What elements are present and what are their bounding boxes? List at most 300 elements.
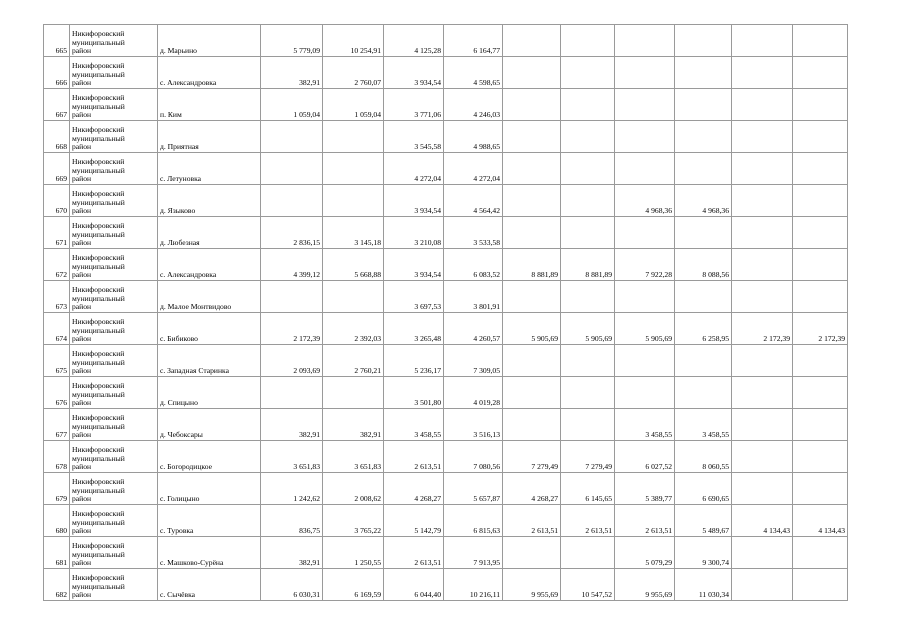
locality-cell: д. Марьино <box>158 25 261 57</box>
value-cell <box>793 249 848 281</box>
value-cell: 4 564,42 <box>444 185 503 217</box>
value-cell: 3 934,54 <box>384 57 444 89</box>
district-line: район <box>72 558 92 568</box>
locality-cell: с. Голицыно <box>158 473 261 505</box>
value-cell <box>732 441 793 473</box>
row-number: 670 <box>44 185 70 217</box>
district-line: Никифоровский <box>72 413 125 423</box>
value-cell <box>732 57 793 89</box>
value-cell <box>615 89 675 121</box>
value-cell: 7 279,49 <box>561 441 615 473</box>
district-line: Никифоровский <box>72 29 125 39</box>
value-cell: 5 905,69 <box>503 313 561 345</box>
value-cell <box>561 377 615 409</box>
value-cell <box>503 121 561 153</box>
value-cell: 3 501,80 <box>384 377 444 409</box>
value-cell <box>261 377 323 409</box>
row-number: 665 <box>44 25 70 57</box>
value-cell <box>561 537 615 569</box>
value-cell: 11 030,34 <box>675 569 732 601</box>
district-cell <box>70 377 158 409</box>
value-cell: 2 172,39 <box>732 313 793 345</box>
value-cell: 5 236,17 <box>384 345 444 377</box>
district-cell <box>70 569 158 601</box>
value-cell <box>675 89 732 121</box>
district-line: муниципальный <box>72 517 125 527</box>
value-cell: 6 164,77 <box>444 25 503 57</box>
value-cell <box>615 25 675 57</box>
value-cell: 4 134,43 <box>793 505 848 537</box>
district-line: муниципальный <box>72 101 125 111</box>
district-cell <box>70 345 158 377</box>
value-cell: 2 613,51 <box>384 537 444 569</box>
value-cell: 3 934,54 <box>384 249 444 281</box>
locality-cell: д. Спицыно <box>158 377 261 409</box>
value-cell: 4 968,36 <box>675 185 732 217</box>
value-cell: 382,91 <box>261 537 323 569</box>
locality-cell: д. Любезная <box>158 217 261 249</box>
value-cell <box>323 185 384 217</box>
locality-cell: с. Сычёвка <box>158 569 261 601</box>
district-line: Никифоровский <box>72 285 125 295</box>
value-cell: 382,91 <box>261 409 323 441</box>
locality-cell: с. Бибиково <box>158 313 261 345</box>
value-cell: 382,91 <box>261 57 323 89</box>
district-line: Никифоровский <box>72 157 125 167</box>
value-cell <box>323 281 384 313</box>
value-cell: 2 836,15 <box>261 217 323 249</box>
value-cell: 3 458,55 <box>675 409 732 441</box>
value-cell: 7 279,49 <box>503 441 561 473</box>
district-line: муниципальный <box>72 421 125 431</box>
value-cell <box>732 569 793 601</box>
table-row <box>44 57 848 89</box>
row-number: 671 <box>44 217 70 249</box>
value-cell <box>503 281 561 313</box>
value-cell <box>561 217 615 249</box>
value-cell <box>732 281 793 313</box>
value-cell <box>675 217 732 249</box>
value-cell: 8 088,56 <box>675 249 732 281</box>
row-number: 666 <box>44 57 70 89</box>
district-line: муниципальный <box>72 453 125 463</box>
locality-cell: д. Малое Монтвидово <box>158 281 261 313</box>
district-line: район <box>72 366 92 376</box>
district-line: район <box>72 174 92 184</box>
district-line: Никифоровский <box>72 541 125 551</box>
value-cell: 3 651,83 <box>261 441 323 473</box>
row-number: 668 <box>44 121 70 153</box>
value-cell: 2 760,07 <box>323 57 384 89</box>
value-cell <box>561 121 615 153</box>
value-cell: 4 268,27 <box>503 473 561 505</box>
value-cell <box>675 25 732 57</box>
district-line: район <box>72 238 92 248</box>
value-cell: 9 955,69 <box>503 569 561 601</box>
value-cell: 10 547,52 <box>561 569 615 601</box>
value-cell: 382,91 <box>323 409 384 441</box>
value-cell <box>793 25 848 57</box>
locality-cell: с. Туровка <box>158 505 261 537</box>
value-cell: 1 059,04 <box>323 89 384 121</box>
table-row <box>44 569 848 601</box>
row-number: 680 <box>44 505 70 537</box>
value-cell: 4 598,65 <box>444 57 503 89</box>
district-cell <box>70 89 158 121</box>
value-cell: 4 246,03 <box>444 89 503 121</box>
value-cell <box>615 345 675 377</box>
table-row <box>44 473 848 505</box>
table-row <box>44 441 848 473</box>
value-cell <box>732 537 793 569</box>
value-cell <box>261 121 323 153</box>
district-line: муниципальный <box>72 389 125 399</box>
value-cell: 8 881,89 <box>561 249 615 281</box>
value-cell: 6 044,40 <box>384 569 444 601</box>
value-cell: 10 216,11 <box>444 569 503 601</box>
table-row <box>44 185 848 217</box>
value-cell <box>503 409 561 441</box>
district-line: муниципальный <box>72 197 125 207</box>
value-cell <box>503 377 561 409</box>
row-number: 672 <box>44 249 70 281</box>
row-number: 675 <box>44 345 70 377</box>
value-cell: 2 008,62 <box>323 473 384 505</box>
value-cell: 2 760,21 <box>323 345 384 377</box>
value-cell: 10 254,91 <box>323 25 384 57</box>
value-cell: 8 881,89 <box>503 249 561 281</box>
district-cell <box>70 121 158 153</box>
row-number: 677 <box>44 409 70 441</box>
district-line: Никифоровский <box>72 477 125 487</box>
district-line: район <box>72 494 92 504</box>
value-cell <box>615 281 675 313</box>
value-cell <box>793 345 848 377</box>
value-cell: 6 030,31 <box>261 569 323 601</box>
value-cell <box>793 217 848 249</box>
value-cell <box>503 537 561 569</box>
district-line: Никифоровский <box>72 381 125 391</box>
table-body <box>44 25 848 601</box>
value-cell <box>561 25 615 57</box>
value-cell <box>732 217 793 249</box>
value-cell <box>675 121 732 153</box>
district-line: Никифоровский <box>72 61 125 71</box>
value-cell <box>503 345 561 377</box>
value-cell: 2 172,39 <box>261 313 323 345</box>
value-cell: 7 080,56 <box>444 441 503 473</box>
district-line: Никифоровский <box>72 509 125 519</box>
value-cell <box>503 217 561 249</box>
value-cell <box>675 345 732 377</box>
value-cell <box>675 153 732 185</box>
value-cell <box>675 377 732 409</box>
district-line: район <box>72 46 92 56</box>
value-cell <box>615 57 675 89</box>
value-cell <box>793 185 848 217</box>
value-cell <box>675 281 732 313</box>
table-row <box>44 153 848 185</box>
value-cell <box>561 153 615 185</box>
value-cell: 4 125,28 <box>384 25 444 57</box>
value-cell: 2 613,51 <box>615 505 675 537</box>
locality-cell: п. Ким <box>158 89 261 121</box>
value-cell <box>675 57 732 89</box>
district-line: Никифоровский <box>72 125 125 135</box>
row-number: 673 <box>44 281 70 313</box>
value-cell: 8 060,55 <box>675 441 732 473</box>
value-cell: 2 172,39 <box>793 313 848 345</box>
table-row <box>44 89 848 121</box>
value-cell <box>615 217 675 249</box>
district-line: район <box>72 142 92 152</box>
locality-cell: с. Богородицкое <box>158 441 261 473</box>
district-line: район <box>72 334 92 344</box>
value-cell: 4 399,12 <box>261 249 323 281</box>
value-cell: 7 913,95 <box>444 537 503 569</box>
value-cell: 4 968,36 <box>615 185 675 217</box>
district-line: муниципальный <box>72 69 125 79</box>
district-cell <box>70 409 158 441</box>
district-cell <box>70 473 158 505</box>
value-cell: 5 657,87 <box>444 473 503 505</box>
value-cell: 6 027,52 <box>615 441 675 473</box>
value-cell: 4 268,27 <box>384 473 444 505</box>
value-cell: 2 613,51 <box>561 505 615 537</box>
value-cell: 5 142,79 <box>384 505 444 537</box>
value-cell: 9 300,74 <box>675 537 732 569</box>
district-line: муниципальный <box>72 581 125 591</box>
value-cell <box>793 281 848 313</box>
district-line: муниципальный <box>72 293 125 303</box>
value-cell: 3 651,83 <box>323 441 384 473</box>
district-line: район <box>72 462 92 472</box>
district-cell <box>70 441 158 473</box>
row-number: 676 <box>44 377 70 409</box>
district-line: район <box>72 110 92 120</box>
value-cell: 1 059,04 <box>261 89 323 121</box>
value-cell <box>323 377 384 409</box>
district-cell <box>70 505 158 537</box>
district-line: район <box>72 78 92 88</box>
table-row <box>44 409 848 441</box>
value-cell: 5 079,29 <box>615 537 675 569</box>
value-cell <box>793 569 848 601</box>
table-row <box>44 281 848 313</box>
value-cell: 6 145,65 <box>561 473 615 505</box>
value-cell <box>323 121 384 153</box>
district-cell <box>70 537 158 569</box>
locality-cell: с. Летуновка <box>158 153 261 185</box>
value-cell <box>503 153 561 185</box>
value-cell <box>793 153 848 185</box>
value-cell: 9 955,69 <box>615 569 675 601</box>
value-cell <box>503 89 561 121</box>
district-line: муниципальный <box>72 37 125 47</box>
district-cell <box>70 57 158 89</box>
district-line: Никифоровский <box>72 253 125 263</box>
district-cell <box>70 153 158 185</box>
value-cell: 6 083,52 <box>444 249 503 281</box>
value-cell <box>615 121 675 153</box>
value-cell <box>503 57 561 89</box>
value-cell: 3 697,53 <box>384 281 444 313</box>
district-cell <box>70 217 158 249</box>
value-cell: 4 988,65 <box>444 121 503 153</box>
value-cell <box>323 153 384 185</box>
value-cell: 3 458,55 <box>615 409 675 441</box>
value-cell <box>561 57 615 89</box>
value-cell: 4 272,04 <box>444 153 503 185</box>
district-line: район <box>72 430 92 440</box>
value-cell <box>561 409 615 441</box>
value-cell: 5 489,67 <box>675 505 732 537</box>
district-line: муниципальный <box>72 549 125 559</box>
value-cell: 5 905,69 <box>615 313 675 345</box>
value-cell: 6 258,95 <box>675 313 732 345</box>
table-row <box>44 121 848 153</box>
value-cell: 3 765,22 <box>323 505 384 537</box>
value-cell: 4 019,28 <box>444 377 503 409</box>
value-cell: 3 458,55 <box>384 409 444 441</box>
value-cell <box>261 185 323 217</box>
district-cell <box>70 185 158 217</box>
value-cell <box>615 377 675 409</box>
locality-cell: с. Александровка <box>158 249 261 281</box>
table-row <box>44 377 848 409</box>
value-cell: 3 545,58 <box>384 121 444 153</box>
value-cell <box>261 153 323 185</box>
value-cell <box>793 121 848 153</box>
district-line: муниципальный <box>72 357 125 367</box>
value-cell: 6 169,59 <box>323 569 384 601</box>
district-line: Никифоровский <box>72 189 125 199</box>
value-cell: 7 922,28 <box>615 249 675 281</box>
district-line: район <box>72 590 92 600</box>
locality-cell: с. Западная Старинка <box>158 345 261 377</box>
district-line: район <box>72 526 92 536</box>
value-cell <box>561 281 615 313</box>
value-cell: 3 801,91 <box>444 281 503 313</box>
value-cell: 4 260,57 <box>444 313 503 345</box>
district-line: Никифоровский <box>72 317 125 327</box>
value-cell: 6 815,63 <box>444 505 503 537</box>
row-number: 682 <box>44 569 70 601</box>
value-cell: 6 690,65 <box>675 473 732 505</box>
value-cell: 5 905,69 <box>561 313 615 345</box>
value-cell: 1 250,55 <box>323 537 384 569</box>
value-cell: 3 533,58 <box>444 217 503 249</box>
district-cell <box>70 281 158 313</box>
value-cell: 3 210,08 <box>384 217 444 249</box>
value-cell: 3 145,18 <box>323 217 384 249</box>
value-cell <box>261 281 323 313</box>
value-cell: 1 242,62 <box>261 473 323 505</box>
value-cell <box>793 377 848 409</box>
value-cell: 2 392,03 <box>323 313 384 345</box>
district-line: район <box>72 270 92 280</box>
value-cell <box>732 89 793 121</box>
value-cell <box>732 473 793 505</box>
table-row <box>44 25 848 57</box>
value-cell: 5 389,77 <box>615 473 675 505</box>
value-cell <box>732 345 793 377</box>
table-row <box>44 217 848 249</box>
value-cell: 5 779,09 <box>261 25 323 57</box>
district-line: муниципальный <box>72 229 125 239</box>
table-row <box>44 313 848 345</box>
district-line: Никифоровский <box>72 445 125 455</box>
district-line: район <box>72 398 92 408</box>
value-cell <box>561 185 615 217</box>
value-cell: 3 771,06 <box>384 89 444 121</box>
district-cell <box>70 313 158 345</box>
value-cell: 2 613,51 <box>384 441 444 473</box>
row-number: 681 <box>44 537 70 569</box>
row-number: 678 <box>44 441 70 473</box>
value-cell <box>732 25 793 57</box>
district-line: Никифоровский <box>72 349 125 359</box>
district-line: Никифоровский <box>72 93 125 103</box>
value-cell <box>561 89 615 121</box>
value-cell: 2 093,69 <box>261 345 323 377</box>
value-cell <box>793 441 848 473</box>
value-cell: 3 516,13 <box>444 409 503 441</box>
row-number: 674 <box>44 313 70 345</box>
district-line: Никифоровский <box>72 221 125 231</box>
value-cell <box>793 57 848 89</box>
locality-cell: д. Языково <box>158 185 261 217</box>
value-cell <box>793 409 848 441</box>
district-line: муниципальный <box>72 165 125 175</box>
value-cell: 4 134,43 <box>732 505 793 537</box>
value-cell <box>732 249 793 281</box>
data-table <box>43 24 848 601</box>
district-line: Никифоровский <box>72 573 125 583</box>
value-cell <box>732 153 793 185</box>
district-line: район <box>72 206 92 216</box>
value-cell <box>793 89 848 121</box>
district-cell <box>70 249 158 281</box>
value-cell: 7 309,05 <box>444 345 503 377</box>
value-cell: 5 668,88 <box>323 249 384 281</box>
district-line: муниципальный <box>72 133 125 143</box>
value-cell <box>793 473 848 505</box>
table-row <box>44 249 848 281</box>
value-cell <box>503 25 561 57</box>
locality-cell: д. Чебоксары <box>158 409 261 441</box>
value-cell <box>561 345 615 377</box>
table-row <box>44 345 848 377</box>
value-cell <box>732 121 793 153</box>
table-row <box>44 505 848 537</box>
district-line: муниципальный <box>72 325 125 335</box>
district-line: муниципальный <box>72 485 125 495</box>
value-cell <box>793 537 848 569</box>
row-number: 669 <box>44 153 70 185</box>
district-line: район <box>72 302 92 312</box>
value-cell: 3 934,54 <box>384 185 444 217</box>
value-cell: 836,75 <box>261 505 323 537</box>
district-cell <box>70 25 158 57</box>
row-number: 679 <box>44 473 70 505</box>
value-cell: 3 265,48 <box>384 313 444 345</box>
value-cell: 4 272,04 <box>384 153 444 185</box>
locality-cell: д. Приятная <box>158 121 261 153</box>
value-cell <box>615 153 675 185</box>
table-row <box>44 537 848 569</box>
district-line: муниципальный <box>72 261 125 271</box>
